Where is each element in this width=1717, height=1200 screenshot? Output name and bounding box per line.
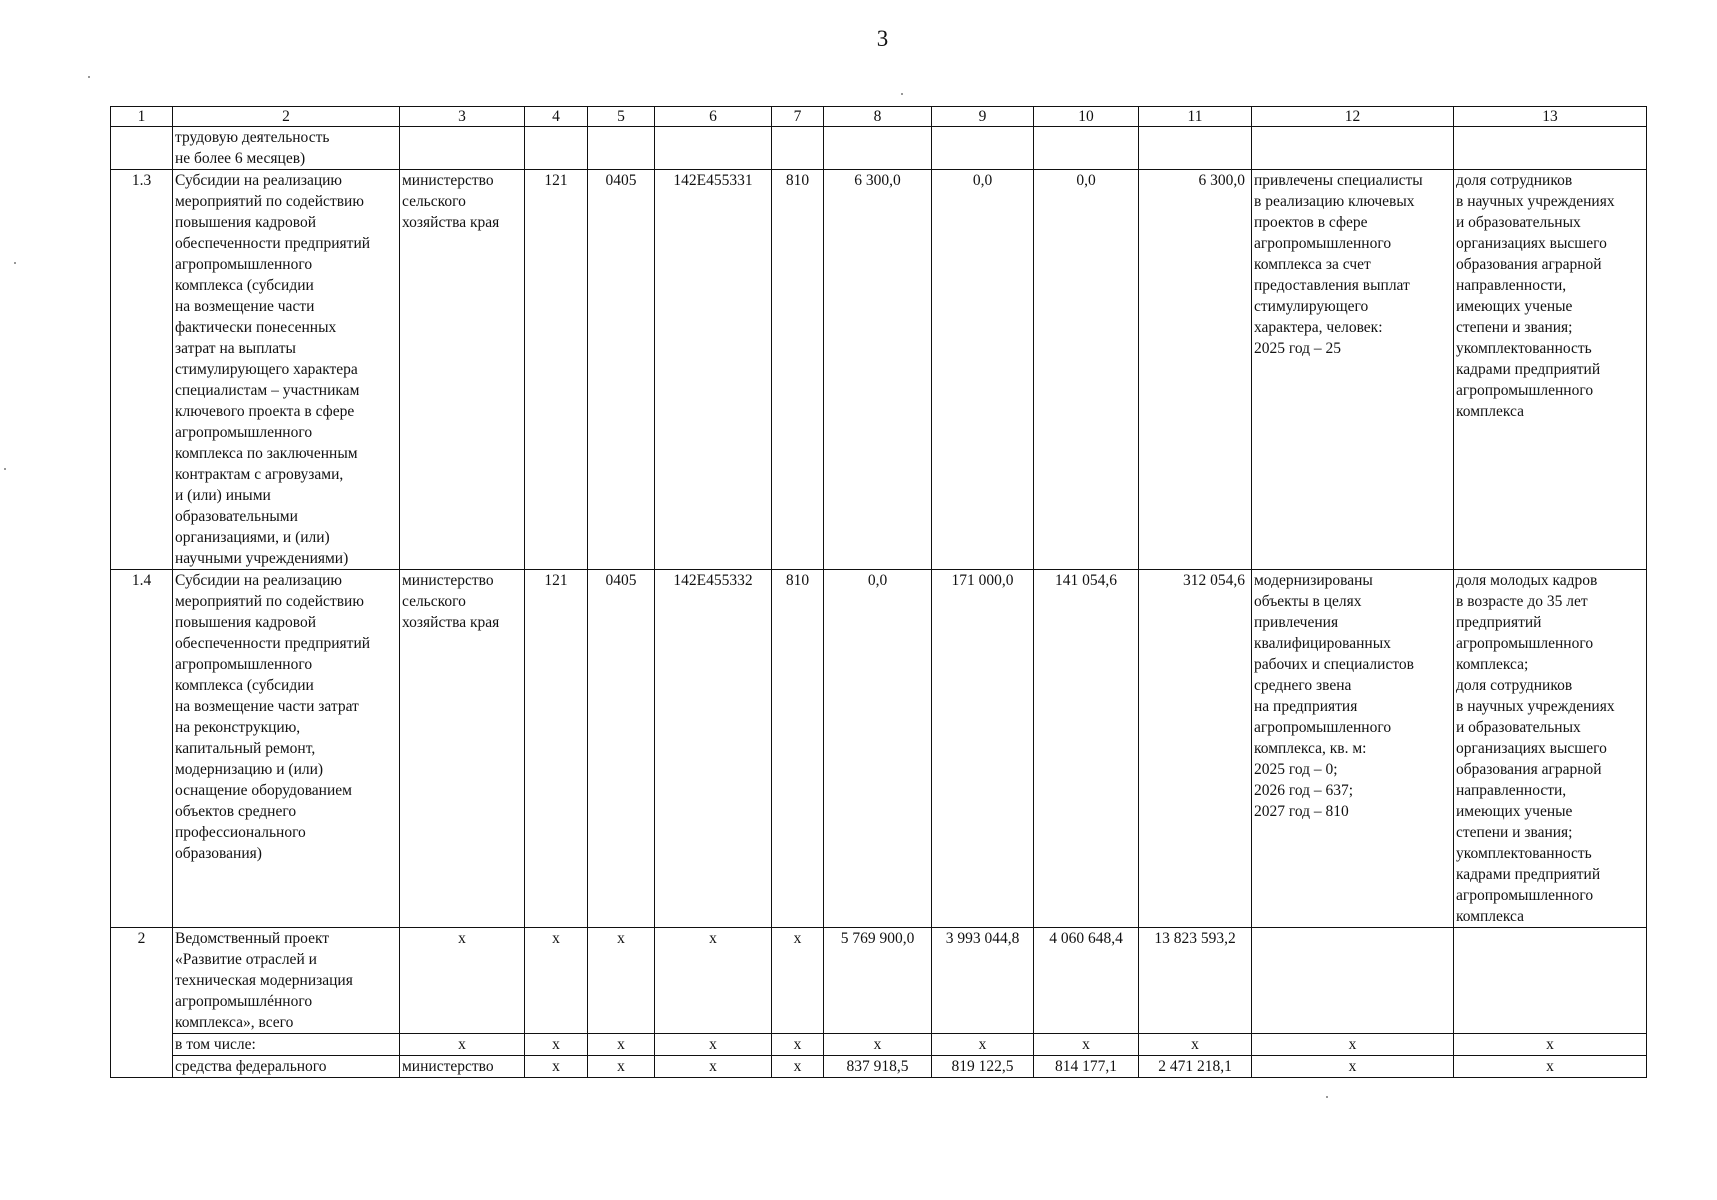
scan-speck	[14, 262, 16, 264]
amount-total: 13 823 593,2	[1139, 928, 1252, 1034]
table-row	[111, 127, 1647, 170]
budget-table	[110, 106, 1647, 1078]
measure-name: Субсидии на реализацию мероприятий по содействию повышения кадровой обеспеченности предприятий агропромышленного комплекса (субсидии на возмещение части затрат на реконструкцию, капитальный ремонт, модернизацию и (или) оснащение оборудованием объектов среднего профессионального образования)	[173, 570, 400, 928]
amount-2026: 3 993 044,8	[932, 928, 1034, 1034]
amount-2025: 837 918,5	[824, 1056, 932, 1078]
including-label: в том числе:	[173, 1034, 400, 1056]
code-target: х	[655, 928, 772, 1034]
header-cell: 6	[655, 107, 772, 127]
code-type: х	[772, 1056, 824, 1078]
table-row	[111, 928, 1647, 1034]
cross-cell: х	[1139, 1034, 1252, 1056]
code-gp: 121	[525, 570, 588, 928]
executor: министерство сельского хозяйства края	[400, 570, 525, 928]
code-target: 142E455332	[655, 570, 772, 928]
header-cell: 7	[772, 107, 824, 127]
cross-cell: х	[1454, 1034, 1647, 1056]
header-cell: 3	[400, 107, 525, 127]
amount-2027: 141 054,6	[1034, 570, 1139, 928]
source-label: средства федерального	[173, 1056, 400, 1078]
scan-speck	[4, 468, 6, 470]
empty-cell	[525, 127, 588, 170]
empty-cell	[1139, 127, 1252, 170]
code-type: 810	[772, 570, 824, 928]
header-cell: 11	[1139, 107, 1252, 127]
header-cell: 2	[173, 107, 400, 127]
code-section: х	[588, 928, 655, 1034]
measure-name: Субсидии на реализацию мероприятий по содействию повышения кадровой обеспеченности предприятий агропромышленного комплекса (субсидии на возмещение части фактически понесенных затрат на выплаты стимулирующего характера специалистам – участникам ключевого проекта в сфере агропромышленного комплекса по заключенным контрактам с агровузами, и (или) иными образовательными организациями, и (или) научными учреждениями)	[173, 170, 400, 570]
code-type: х	[772, 928, 824, 1034]
empty-cell	[772, 127, 824, 170]
empty-cell	[824, 127, 932, 170]
header-cell: 12	[1252, 107, 1454, 127]
header-cell: 10	[1034, 107, 1139, 127]
amount-2027: 4 060 648,4	[1034, 928, 1139, 1034]
empty-cell	[1454, 127, 1647, 170]
code-gp: х	[525, 928, 588, 1034]
empty-cell	[1252, 127, 1454, 170]
header-cell: 1	[111, 107, 173, 127]
project-name: Ведомственный проект «Развитие отраслей и техническая модернизация агропромышлéнного комплекса», всего	[173, 928, 400, 1034]
code-section: 0405	[588, 170, 655, 570]
code-target: х	[655, 1056, 772, 1078]
row-number-cell	[111, 127, 173, 170]
empty-cell	[1454, 928, 1647, 1034]
amount-2025: 5 769 900,0	[824, 928, 932, 1034]
code-type: 810	[772, 170, 824, 570]
amount-2025: 6 300,0	[824, 170, 932, 570]
cross-cell: х	[1034, 1034, 1139, 1056]
amount-2026: 171 000,0	[932, 570, 1034, 928]
empty-cell	[932, 127, 1034, 170]
code-gp: 121	[525, 170, 588, 570]
code-section: х	[588, 1056, 655, 1078]
amount-total: 2 471 218,1	[1139, 1056, 1252, 1078]
code-target: 142E455331	[655, 170, 772, 570]
cross-cell: х	[932, 1034, 1034, 1056]
header-cell: 5	[588, 107, 655, 127]
cross-cell: х	[1252, 1056, 1454, 1078]
header-cell: 9	[932, 107, 1034, 127]
executor: министерство	[400, 1056, 525, 1078]
amount-total: 6 300,0	[1139, 170, 1252, 570]
cross-cell: х	[1454, 1056, 1647, 1078]
header-cell: 13	[1454, 107, 1647, 127]
cross-cell: х	[1252, 1034, 1454, 1056]
cross-cell: х	[400, 1034, 525, 1056]
scan-speck	[88, 76, 90, 78]
cross-cell: х	[772, 1034, 824, 1056]
indicator: доля молодых кадров в возрасте до 35 лет предприятий агропромышленного комплекса; доля сотрудников в научных учреждениях и образовательных организациях высшего образования аграрной направленности, имеющих ученые степени и звания; укомплектованность кадрами предприятий агропромышленного комплекса	[1454, 570, 1647, 928]
empty-cell	[588, 127, 655, 170]
indicator: доля сотрудников в научных учреждениях и образовательных организациях высшего образования аграрной направленности, имеющих ученые степени и звания; укомплектованность кадрами предприятий агропромышленного комплекса	[1454, 170, 1647, 570]
executor: министерство сельского хозяйства края	[400, 170, 525, 570]
expected-result: модернизированы объекты в целях привлечения квалифицированных рабочих и специалистов среднего звена на предприятия агропромышленного комплекса, кв. м: 2025 год – 0; 2026 год – 637; 2027 год – 810	[1252, 570, 1454, 928]
row-number: 2	[111, 928, 173, 1078]
table-row	[111, 1034, 1647, 1056]
amount-2026: 819 122,5	[932, 1056, 1034, 1078]
table-row	[111, 1056, 1647, 1078]
scan-speck	[901, 93, 903, 95]
cross-cell: х	[588, 1034, 655, 1056]
code-gp: х	[525, 1056, 588, 1078]
empty-cell	[1034, 127, 1139, 170]
cross-cell: х	[824, 1034, 932, 1056]
code-section: 0405	[588, 570, 655, 928]
amount-2027: 814 177,1	[1034, 1056, 1139, 1078]
row-number: 1.3	[111, 170, 173, 570]
amount-2027: 0,0	[1034, 170, 1139, 570]
row-number: 1.4	[111, 570, 173, 928]
amount-total: 312 054,6	[1139, 570, 1252, 928]
empty-cell	[1252, 928, 1454, 1034]
expected-result: привлечены специалисты в реализацию ключевых проектов в сфере агропромышленного комплекса за счет предоставления выплат стимулирующего характера, человек: 2025 год – 25	[1252, 170, 1454, 570]
amount-2026: 0,0	[932, 170, 1034, 570]
page-number: 3	[876, 26, 889, 51]
header-cell: 8	[824, 107, 932, 127]
cross-cell: х	[525, 1034, 588, 1056]
cross-cell: х	[655, 1034, 772, 1056]
table-row	[111, 570, 1647, 928]
amount-2025: 0,0	[824, 570, 932, 928]
executor: х	[400, 928, 525, 1034]
header-cell: 4	[525, 107, 588, 127]
scan-speck	[1326, 1096, 1328, 1098]
header-row	[111, 107, 1647, 127]
empty-cell	[655, 127, 772, 170]
empty-cell	[400, 127, 525, 170]
table-row	[111, 170, 1647, 570]
measure-name: трудовую деятельность не более 6 месяцев)	[173, 127, 400, 170]
